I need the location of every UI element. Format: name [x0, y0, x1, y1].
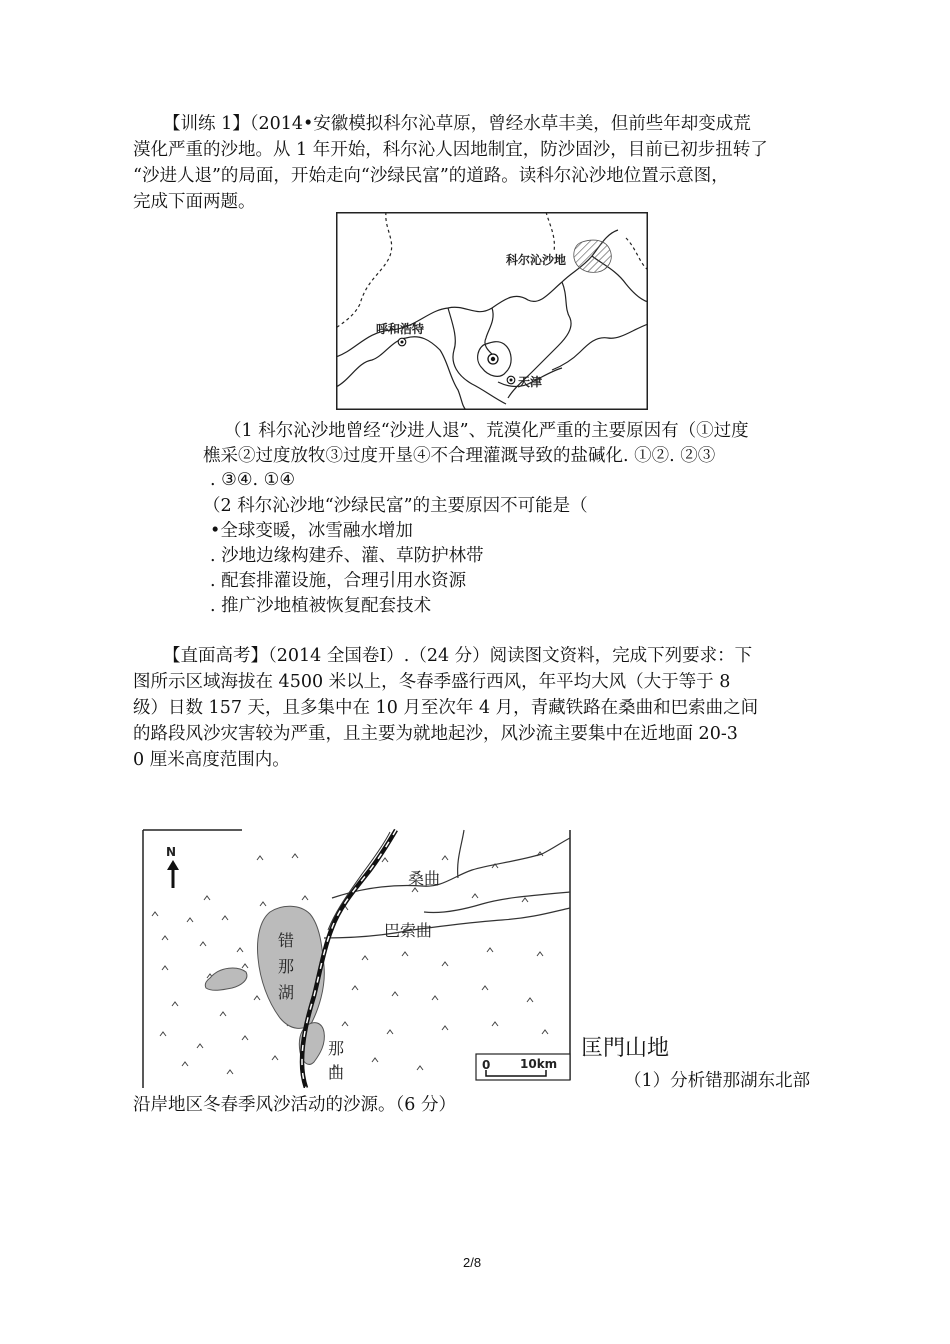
naqu-label-1: 那 — [328, 1039, 345, 1058]
q3-line-2: 沿岸地区冬春季风沙活动的沙源。（6 分） — [133, 1095, 456, 1115]
scale-zero: 0 — [482, 1058, 491, 1072]
intro-line-4: 完成下面两题。 — [133, 192, 256, 212]
basuoqu-label: 巴索曲 — [384, 921, 433, 940]
small-lake — [205, 968, 247, 990]
q1-line-3: . ③④. ①④ — [210, 470, 296, 490]
q2-option-a: •全球变暖，冰雪融水增加 — [210, 521, 413, 541]
exam-line-4: 的路段风沙灾害较为严重，且主要为就地起沙，风沙流主要集中在近地面 20-3 — [133, 724, 738, 744]
q2-option-d: . 推广沙地植被恢复配套技术 — [210, 596, 432, 616]
cona-lake-map — [142, 826, 576, 1088]
north-label: N — [166, 845, 177, 859]
tianjin-label: 天津 — [518, 375, 543, 389]
sandland-label: 科尔沁沙地 — [506, 253, 567, 267]
scale-distance: 10km — [520, 1057, 558, 1071]
exam-line-1: 【直面高考】（2014 全国卷Ⅰ）.（24 分）阅读图文资料，完成下列要求：下 — [163, 646, 753, 666]
intro-line-2: 漠化严重的沙地。从 1 年开始，科尔沁人因地制宜，防沙固沙，目前已初步扭转了 — [133, 140, 768, 160]
north-arrow-icon — [167, 860, 179, 888]
q3-line-1: （1）分析错那湖东北部 — [624, 1071, 811, 1091]
q1-line-1: （1 科尔沁沙地曾经“沙进人退”、荒漠化严重的主要原因有（①过度 — [224, 421, 749, 441]
sangqu-label: 桑曲 — [408, 869, 441, 888]
horqin-location-map — [336, 212, 648, 410]
sangqu-river — [332, 838, 570, 898]
legend-mountain-text: 匡門山地 — [581, 1036, 670, 1061]
intro-line-1: 【训练 1】（2014•安徽模拟科尔沁草原，曾经水草丰美，但前些年却变成荒 — [163, 114, 751, 134]
q2-option-b: . 沙地边缘构建乔、灌、草防护林带 — [210, 546, 484, 566]
naqu-label-2: 曲 — [328, 1063, 345, 1082]
q1-line-2: 樵采②过度放牧③过度开垦④不合理灌溉导致的盐碱化. ①②. ②③ — [203, 446, 716, 466]
mountain-symbols — [152, 852, 548, 1074]
q2-option-c: . 配套排灌设施，合理引用水资源 — [210, 571, 467, 591]
exam-line-5: 0 厘米高度范围内。 — [133, 750, 290, 770]
hohhot-label: 呼和浩特 — [376, 322, 425, 336]
q2-stem: （2 科尔沁沙地“沙绿民富”的主要原因不可能是（ — [203, 496, 588, 516]
lake-label-1: 错 — [278, 931, 295, 950]
sandland-hatched-area — [574, 240, 611, 272]
intro-line-3: “沙进人退”的局面，开始走向“沙绿民富”的道路。读科尔沁沙地位置示意图， — [133, 166, 729, 186]
lake-label-2: 那 — [278, 957, 295, 976]
exam-line-2: 图所示区域海拔在 4500 米以上，冬春季盛行西风，年平均大风（大于等于 8 — [133, 672, 731, 692]
lake-label-3: 湖 — [278, 983, 295, 1002]
exam-line-3: 级）日数 157 天，且多集中在 10 月至次年 4 月，青藏铁路在桑曲和巴索曲之间 — [133, 698, 759, 718]
page-number: 2/8 — [463, 1255, 482, 1270]
